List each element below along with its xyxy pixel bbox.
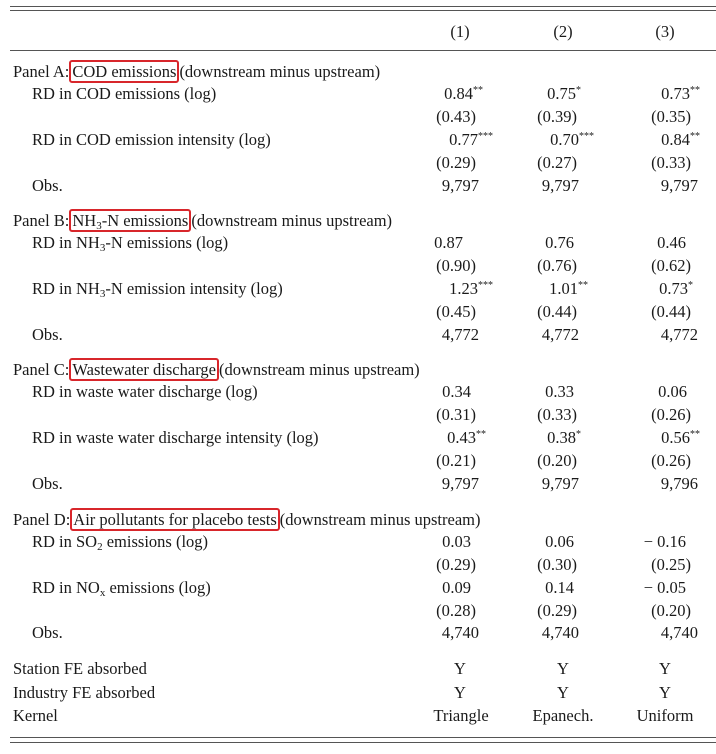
se-cell: (0.33) (651, 153, 691, 172)
column-header-2: (2) (553, 22, 573, 41)
row-label: RD in $SO_2$ emissions (log) (32, 532, 209, 553)
obs-cell: 4,772 (660, 325, 698, 344)
se-cell: (0.29) (436, 555, 476, 574)
coef-cell: 0.09 (442, 578, 471, 597)
header-rule (10, 50, 716, 51)
panel-a-boxed-label: COD emissions (72, 62, 177, 81)
obs-cell: 4,740 (541, 623, 579, 642)
footer-label-industry-fe: Industry FE absorbed (13, 683, 156, 702)
coef-cell: 1.01** (549, 279, 588, 298)
panel-c-boxed-label: Wastewater discharge (72, 360, 216, 379)
se-cell: (0.35) (651, 107, 691, 126)
top-rule-outer (10, 6, 716, 7)
row-label: RD in $NH_3-N$ emissions (log) (32, 233, 229, 254)
panel-d-suffix: (downstream minus upstream) (279, 510, 481, 529)
panel-a-highlight (69, 60, 179, 83)
se-cell: (0.20) (537, 451, 577, 470)
panel-c-suffix: (downstream minus upstream) (218, 360, 420, 379)
footer-label-kernel: Kernel (13, 706, 58, 725)
se-cell: (0.44) (537, 302, 577, 321)
footer-cell: Y (557, 659, 569, 678)
se-cell: (0.76) (537, 256, 577, 275)
footer-cell: Triangle (433, 706, 489, 725)
coef-cell: 0.73** (661, 84, 700, 103)
panel-b-suffix: (downstream minus upstream) (191, 211, 393, 230)
obs-cell: 9,797 (541, 474, 579, 493)
se-cell: (0.43) (436, 107, 476, 126)
panel-c-title (13, 358, 420, 381)
se-cell: (0.44) (651, 302, 691, 321)
obs-label: Obs. (32, 474, 63, 493)
coef-cell: 0.46 (657, 233, 686, 252)
se-cell: (0.39) (537, 107, 577, 126)
se-cell: (0.30) (537, 555, 577, 574)
top-rule-inner (10, 10, 716, 11)
obs-label: Obs. (32, 176, 63, 195)
coef-cell: 0.87 (434, 233, 463, 252)
column-header-1: (1) (450, 22, 470, 41)
row-label: RD in waste water discharge (log) (32, 382, 258, 401)
coef-cell: 0.77*** (449, 130, 493, 149)
panel-a-suffix: (downstream minus upstream) (179, 62, 381, 81)
se-cell: (0.29) (436, 153, 476, 172)
coef-cell: 0.56** (661, 428, 700, 447)
coef-cell: 0.75* (547, 84, 581, 103)
row-label: RD in $NO_x$ emissions (log) (32, 578, 211, 599)
footer-cell: Y (659, 683, 671, 702)
coef-cell: 0.03 (442, 532, 471, 551)
footer-cell: Y (454, 659, 466, 678)
footer-cell: Y (557, 683, 569, 702)
panel-a-title (13, 60, 380, 83)
panel-c-prefix: Panel C: (13, 360, 70, 379)
se-cell: (0.20) (651, 601, 691, 620)
se-cell: (0.26) (651, 451, 691, 470)
obs-cell: 4,772 (541, 325, 579, 344)
footer-cell: Uniform (636, 706, 694, 725)
obs-cell: 9,797 (441, 176, 479, 195)
se-cell: (0.33) (537, 405, 577, 424)
se-cell: (0.90) (436, 256, 476, 275)
footer-cell: Epanech. (532, 706, 594, 725)
panel-d-title (13, 508, 480, 531)
obs-cell: 9,797 (660, 176, 698, 195)
panel-d-boxed-label: Air pollutants for placebo tests (73, 510, 277, 529)
bottom-rule-outer (10, 742, 716, 743)
obs-cell: 9,797 (541, 176, 579, 195)
obs-cell: 4,740 (441, 623, 479, 642)
obs-cell: 4,772 (441, 325, 479, 344)
panel-a-prefix: Panel A: (13, 62, 70, 81)
coef-cell: 0.06 (658, 382, 687, 401)
se-cell: (0.29) (537, 601, 577, 620)
se-cell: (0.25) (651, 555, 691, 574)
footer-label-station-fe: Station FE absorbed (13, 659, 147, 678)
obs-label: Obs. (32, 623, 63, 642)
coef-cell: 0.84** (444, 84, 483, 103)
coef-cell: 0.38* (547, 428, 581, 447)
obs-label: Obs. (32, 325, 63, 344)
panel-d-highlight (70, 508, 279, 531)
coef-cell: 0.14 (545, 578, 574, 597)
panel-b-title (13, 209, 392, 232)
coef-cell: 0.06 (545, 532, 574, 551)
row-label: RD in waste water discharge intensity (log) (32, 428, 319, 447)
coef-cell: − 0.05 (643, 578, 686, 597)
coef-cell: 0.33 (545, 382, 574, 401)
se-cell: (0.21) (436, 451, 476, 470)
footer-cell: Y (454, 683, 466, 702)
coef-cell: 1.23*** (449, 279, 493, 298)
row-label: RD in COD emission intensity (log) (32, 130, 271, 149)
obs-cell: 4,740 (660, 623, 698, 642)
obs-cell: 9,796 (660, 474, 698, 493)
coef-cell: 0.84** (661, 130, 700, 149)
se-cell: (0.45) (436, 302, 476, 321)
se-cell: (0.28) (436, 601, 476, 620)
footer-cell: Y (659, 659, 671, 678)
bottom-rule-inner (10, 737, 716, 738)
se-cell: (0.26) (651, 405, 691, 424)
coef-cell: 0.70*** (550, 130, 594, 149)
obs-cell: 9,797 (441, 474, 479, 493)
se-cell: (0.62) (651, 256, 691, 275)
row-label: RD in $NH_3-N$ emission intensity (log) (32, 279, 283, 300)
panel-d-prefix: Panel D: (13, 510, 71, 529)
column-header-3: (3) (655, 22, 675, 41)
row-label: RD in COD emissions (log) (32, 84, 217, 103)
panel-b-prefix: Panel B: (13, 211, 70, 230)
se-cell: (0.27) (537, 153, 577, 172)
panel-c-highlight (69, 358, 219, 381)
coef-cell: 0.73* (659, 279, 693, 298)
se-cell: (0.31) (436, 405, 476, 424)
coef-cell: 0.76 (545, 233, 574, 252)
panel-b-highlight: $NH_3-N$ emissions (69, 209, 191, 232)
coef-cell: − 0.16 (643, 532, 686, 551)
coef-cell: 0.43** (447, 428, 486, 447)
coef-cell: 0.34 (442, 382, 471, 401)
